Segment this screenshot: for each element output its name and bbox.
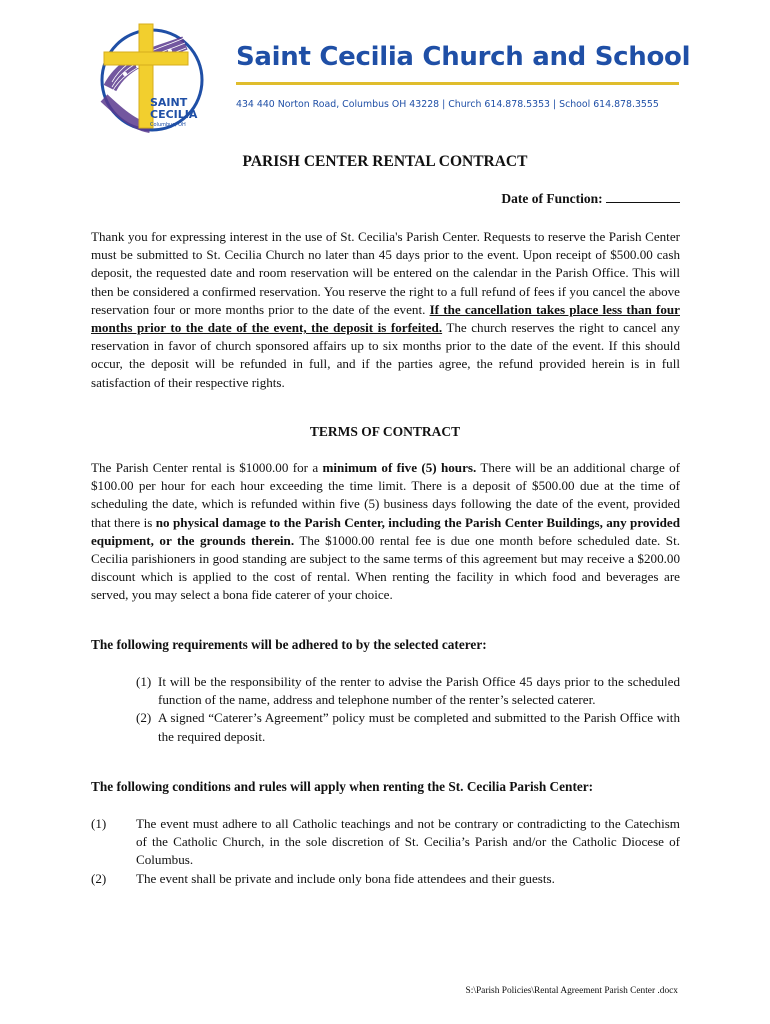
logo-text-saint: SAINT — [150, 96, 188, 109]
list-item-text: A signed “Caterer’s Agreement” policy must be completed and submitted to the Parish Office with the required deposit. — [158, 710, 680, 744]
intro-cancellation-warning: If the cancellation takes place less than four months prior to the date of the event, the deposit is forfeited. — [91, 301, 680, 336]
terms-damage-clause: no physical damage to the Parish Center, including the Parish Center Buildings, any provided equipment, or the grounds therein. — [91, 514, 680, 548]
date-of-function — [501, 191, 680, 207]
logo-text-cecilia: CECILIA — [150, 108, 198, 121]
list-item — [91, 815, 680, 870]
list-item-number: (1) — [136, 674, 152, 689]
list-item-text: The event shall be private and include only bona fide attendees and their guests. — [136, 870, 555, 886]
caterer-requirements-list — [136, 673, 680, 746]
list-item-number: (2) — [136, 710, 152, 726]
org-name: Saint Cecilia Church and School — [236, 42, 691, 72]
intro-text-a: Thank you for expressing interest in the use of St. Cecilia's Parish Center. Requests to reserve the Parish Center must be submitted to St. Cecilia Church no later than 45 days prior to the event. Upon receipt of $500.00 cash deposit, the requested date and room reservation will be entered on the calendar in the Parish Office. This will then be considered a confirmed reservation. You reserve the right to a full refund of fees if you cancel the above reservation four or more months prior to the date of the event. — [91, 229, 680, 317]
list-item-text: The event must adhere to all Catholic teachings and not be contrary or contradicting to the Catechism of the Catholic Church, in the sole discretion of St. Cecilia’s Parish and/or the Catholic Diocese of Columbus. — [136, 816, 680, 868]
terms-text-1: The Parish Center rental is $1000.00 for a — [91, 460, 323, 475]
conditions-title: The following conditions and rules will apply when renting the St. Cecilia Parish Center: — [91, 779, 594, 794]
intro-text-b: The church reserves the right to cancel any reservation in favor of church sponsored affairs up to six months prior to the date of the event. If this should occur, the deposit will be refunded in full, and if the parties agree, the refund provided herein is in full satisfaction of their respective rights. — [91, 320, 680, 390]
list-item — [91, 870, 680, 888]
conditions-list — [91, 815, 680, 888]
terms-title: TERMS OF CONTRACT — [309, 424, 461, 439]
intro-paragraph — [91, 228, 680, 392]
parish-logo — [90, 18, 215, 138]
logo-text-location: Columbus, OH — [150, 122, 186, 128]
contact-line: 434 440 Norton Road, Columbus OH 43228 | Church 614.878.5353 | School 614.878.3555 — [236, 99, 659, 110]
list-item — [136, 673, 680, 709]
terms-text-3: The $1000.00 rental fee is due one month before scheduled date. St. Cecilia parishioners in good standing are subject to the same terms of this agreement but may receive a $200.00 discount which is applied to the cost of rental. When renting the facility in which food and beverages are served, you may select a bona fide caterer of your choice. — [91, 532, 680, 603]
header-divider — [236, 82, 679, 85]
list-item — [136, 709, 680, 745]
list-item-text: It will be the responsibility of the renter to advise the Parish Office 45 days prior to the scheduled function of the name, address and telephone number of the renter’s selected caterer. — [158, 674, 680, 708]
date-of-function-blank[interactable] — [606, 191, 680, 203]
file-path-footer: S:\Parish Policies\Rental Agreement Parish Center .docx — [465, 986, 678, 996]
date-of-function-label: Date of Function: — [501, 191, 603, 206]
terms-minimum-hours: minimum of five (5) hours. — [322, 460, 477, 475]
document-title: PARISH CENTER RENTAL CONTRACT — [242, 153, 528, 170]
terms-paragraph — [91, 459, 680, 605]
list-item-number: (2) — [91, 870, 107, 886]
terms-text-2: There will be an additional charge of $100.00 per hour for each hour exceeding the time limit. There is a deposit of $500.00 due at the time of scheduling the date, which is refunded within five (5) business days following the date of the event, provided that there is — [91, 460, 681, 530]
list-item-number: (1) — [91, 816, 107, 831]
caterer-requirements-title: The following requirements will be adhered to by the selected caterer: — [91, 637, 487, 652]
